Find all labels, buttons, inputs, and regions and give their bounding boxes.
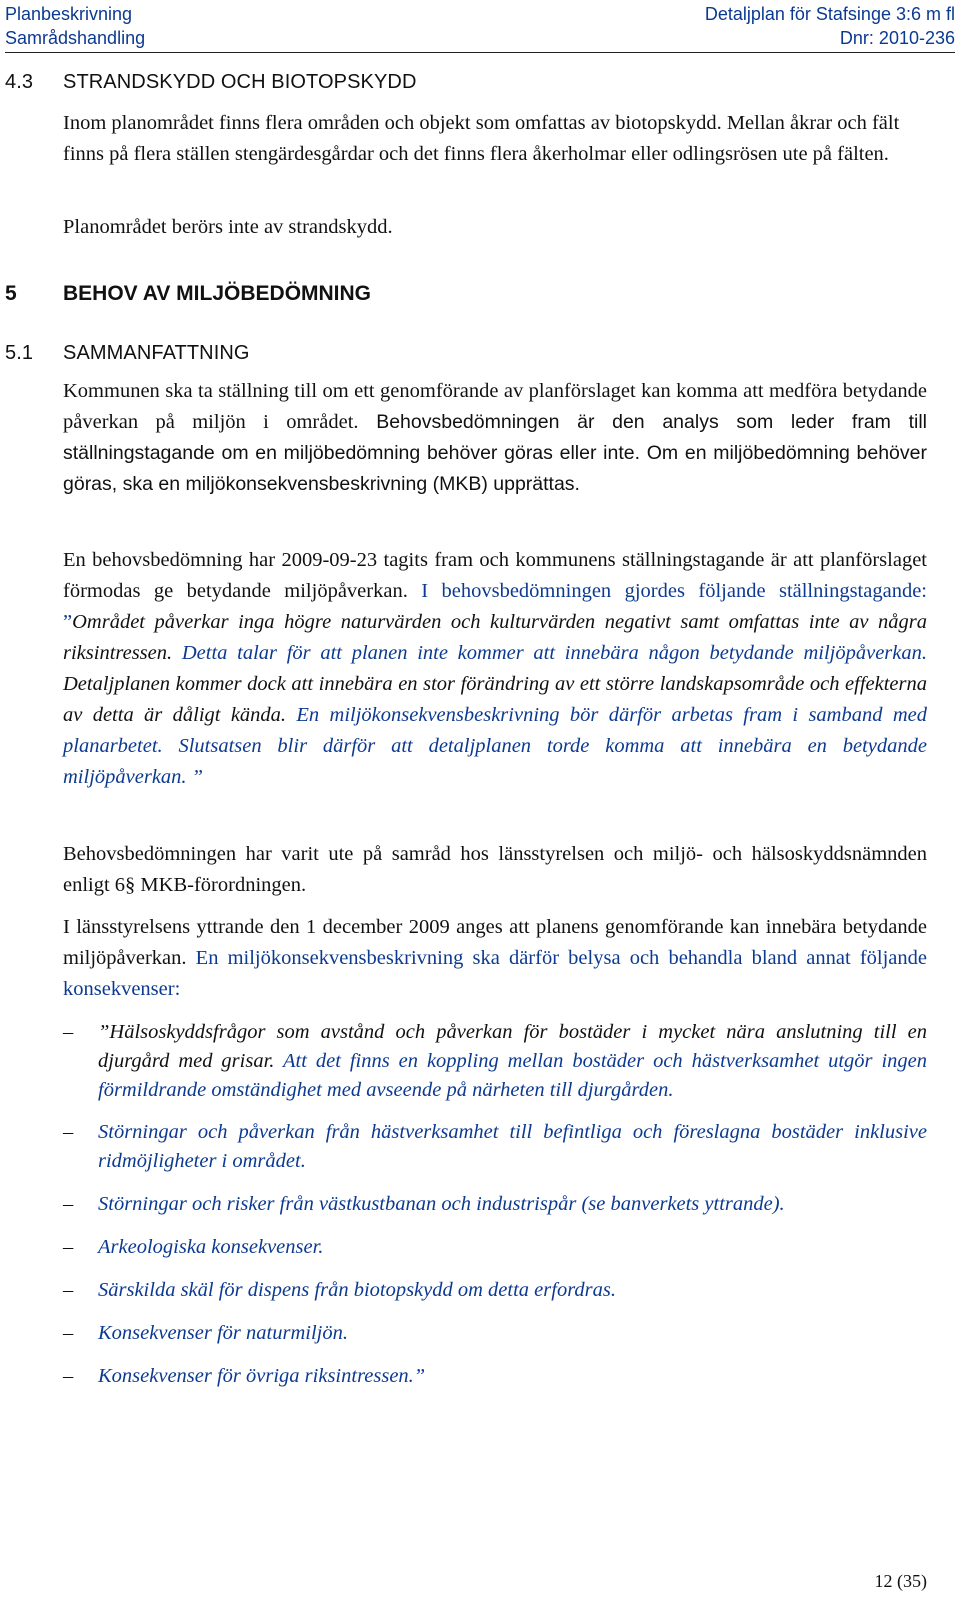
behov-quote-5: Slutsatsen blir därför att detaljplanen torde komma att innebära en betydande miljöpåverkan. ” [63, 735, 927, 788]
list-item [63, 1276, 927, 1305]
behov-quote-4: En miljökonsekvensbeskrivning bör därför arbetas fram i samband med planarbetet. [63, 704, 927, 757]
summary-serif-text: Kommunen ska ta ställning till om ett genomförande av planförslaget kan komma att medföra betydande påverkan på miljön i området. [63, 380, 927, 433]
behov-intro-text: En behovsbedömning har 2009-09-23 tagits fram och kommunens ställningstagande är att planförslaget förmodas ge betydande miljöpåverkan. [63, 549, 927, 602]
list-item-blue-text: Störningar och påverkan från hästverksamhet till befintliga och föreslagna bostäder inklusive ridmöjligheter i området. [98, 1121, 927, 1172]
dash-bullet: – [63, 1193, 74, 1215]
dash-bullet: – [63, 1322, 74, 1344]
summary-sans-text: Behovsbedömningen är den analys som leder fram till ställningstagande om en miljöbedömning behöver göras eller inte. Om en miljöbedömning behöver göras, ska en miljökonsekvensbeskrivning (MKB) upprättas. [63, 411, 928, 495]
section-heading-4-3 [5, 71, 417, 94]
section-title: SAMMANFATTNING [63, 342, 250, 364]
list-item-blue-text: Konsekvenser för övriga riksintressen.” [98, 1365, 426, 1387]
paragraph-strandskydd: Planområdet berörs inte av strandskydd. [63, 216, 393, 238]
section-number: 5 [5, 282, 17, 305]
behov-blue-intro: I behovsbedömningen gjordes följande ställningstagande: ” [63, 580, 927, 633]
section-title: BEHOV AV MILJÖBEDÖMNING [63, 282, 372, 305]
dash-bullet: – [63, 1236, 74, 1258]
section-number: 4.3 [5, 71, 34, 93]
lansstyrelsen-blue-text: En miljökonsekvensbeskrivning ska därför belysa och behandla bland annat följande konsekvenser: [63, 947, 927, 1000]
header-status: Samrådshandling [5, 28, 146, 48]
dash-bullet: – [63, 1121, 74, 1143]
paragraph-lansstyrelsen [63, 912, 927, 1005]
behov-quote-2: Detta talar för att planen inte kommer att innebära någon betydande miljöpåverkan. [172, 642, 927, 664]
consequence-list [63, 1018, 927, 1391]
list-item-blue-text: Arkeologiska konsekvenser. [98, 1236, 324, 1258]
dash-bullet: – [63, 1021, 74, 1043]
dash-bullet: – [63, 1279, 74, 1301]
list-item-blue-text: Särskilda skäl för dispens från biotopskydd om detta erfordras. [98, 1279, 616, 1301]
header-divider [5, 52, 955, 53]
header-document-type: Planbeskrivning [5, 4, 133, 24]
paragraph-behovsbedomning [63, 545, 927, 793]
list-item-text: ”Hälsoskyddsfrågor som avstånd och påverkan för bostäder i mycket nära anslutning till en djurgård med grisar. [98, 1021, 927, 1072]
list-item [63, 1233, 927, 1262]
header-plan-title: Detaljplan för Stafsinge 3:6 m fl [704, 4, 955, 24]
list-item-blue-text: Att det finns en koppling mellan bostäder och hästverksamhet utgör ingen förmildrande omständighet med avseende på närheten till djurgården. [98, 1050, 928, 1101]
section-heading-5 [5, 282, 371, 306]
list-item [63, 1190, 927, 1219]
list-item [63, 1319, 927, 1348]
behov-quote-3: Detaljplanen kommer dock att innebära en stor förändring av ett större landskapsområde och effekterna av detta är dåligt kända. [63, 673, 927, 726]
list-item [63, 1362, 927, 1391]
paragraph-biotopskydd: Inom planområdet finns flera områden och objekt som omfattas av biotopskydd. Mellan åkrar och fält finns på flera ställen stengärdesgårdar och det finns flera åkerholmar eller odlingsrösen ute på fälten. [63, 112, 900, 165]
paragraph-summary [63, 376, 927, 500]
paragraph-samrad: Behovsbedömningen har varit ute på samråd hos länsstyrelsen och miljö- och hälsoskyddsnämnden enligt 6§ MKB-förordningen. [63, 843, 927, 896]
header-reference-number: Dnr: 2010-236 [839, 28, 955, 48]
list-item [63, 1118, 927, 1176]
behov-quote-1: Området påverkar inga högre naturvärden och kulturvärden negativt samt omfattas inte av några riksintressen. [63, 611, 927, 664]
section-title: STRANDSKYDD OCH BIOTOPSKYDD [63, 71, 417, 93]
section-number: 5.1 [5, 342, 34, 364]
list-item-blue-text: Störningar och risker från västkustbanan och industrispår (se banverkets yttrande). [98, 1193, 785, 1215]
list-item [63, 1018, 927, 1105]
lansstyrelsen-text: I länsstyrelsens yttrande den 1 december 2009 anges att planens genomförande kan innebära betydande miljöpåverkan. [63, 916, 927, 969]
page-header [5, 2, 955, 50]
dash-bullet: – [63, 1365, 74, 1387]
list-item-blue-text: Konsekvenser för naturmiljön. [98, 1322, 348, 1344]
section-heading-5-1 [5, 342, 250, 365]
page-number: 12 (35) [874, 1571, 927, 1591]
